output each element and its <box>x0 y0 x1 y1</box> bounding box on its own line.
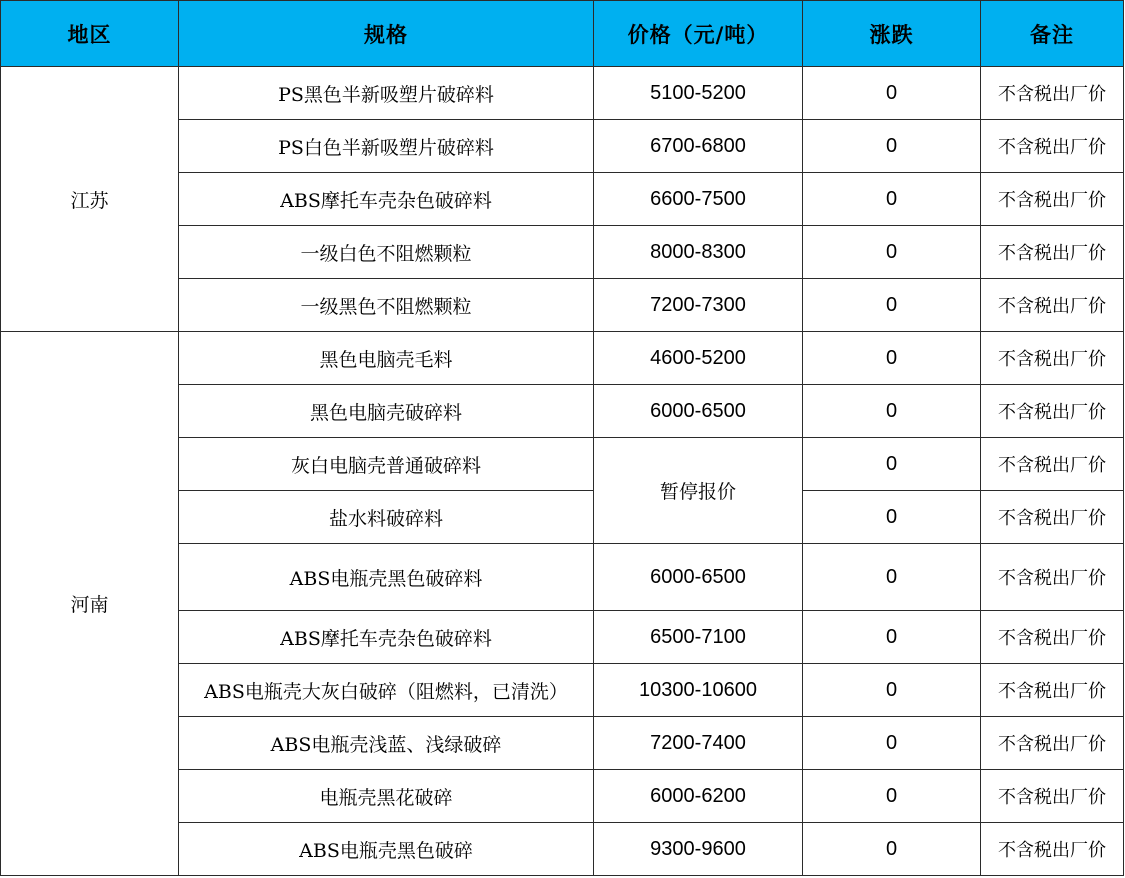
note-cell: 不含税出厂价 <box>981 385 1124 438</box>
price-cell: 10300-10600 <box>594 664 803 717</box>
spec-cell: 黑色电脑壳毛料 <box>179 332 594 385</box>
header-change: 涨跌 <box>803 1 981 67</box>
spec-cell: ABS电瓶壳黑色破碎 <box>179 823 594 876</box>
note-cell: 不含税出厂价 <box>981 544 1124 611</box>
spec-cell: 黑色电脑壳破碎料 <box>179 385 594 438</box>
note-cell: 不含税出厂价 <box>981 332 1124 385</box>
price-cell: 6000-6500 <box>594 544 803 611</box>
spec-cell: ABS摩托车壳杂色破碎料 <box>179 173 594 226</box>
spec-cell: 电瓶壳黑花破碎 <box>179 770 594 823</box>
note-cell: 不含税出厂价 <box>981 770 1124 823</box>
note-cell: 不含税出厂价 <box>981 664 1124 717</box>
change-cell: 0 <box>803 226 981 279</box>
spec-cell: 盐水料破碎料 <box>179 491 594 544</box>
change-cell: 0 <box>803 385 981 438</box>
price-cell: 6500-7100 <box>594 611 803 664</box>
note-cell: 不含税出厂价 <box>981 67 1124 120</box>
price-cell: 9300-9600 <box>594 823 803 876</box>
note-cell: 不含税出厂价 <box>981 491 1124 544</box>
note-cell: 不含税出厂价 <box>981 438 1124 491</box>
region-cell-jiangsu: 江苏 <box>1 67 179 332</box>
spec-cell: ABS电瓶壳浅蓝、浅绿破碎 <box>179 717 594 770</box>
price-cell: 5100-5200 <box>594 67 803 120</box>
price-cell: 4600-5200 <box>594 332 803 385</box>
header-note: 备注 <box>981 1 1124 67</box>
change-cell: 0 <box>803 770 981 823</box>
change-cell: 0 <box>803 544 981 611</box>
change-cell: 0 <box>803 332 981 385</box>
change-cell: 0 <box>803 279 981 332</box>
price-cell: 6700-6800 <box>594 120 803 173</box>
spec-cell: PS白色半新吸塑片破碎料 <box>179 120 594 173</box>
price-cell: 6600-7500 <box>594 173 803 226</box>
table-row <box>1 67 1124 120</box>
spec-cell: 一级黑色不阻燃颗粒 <box>179 279 594 332</box>
change-cell: 0 <box>803 664 981 717</box>
change-cell: 0 <box>803 491 981 544</box>
spec-cell: 一级白色不阻燃颗粒 <box>179 226 594 279</box>
price-cell: 6000-6200 <box>594 770 803 823</box>
spec-cell: ABS电瓶壳黑色破碎料 <box>179 544 594 611</box>
header-row <box>1 1 1124 67</box>
spec-cell: PS黑色半新吸塑片破碎料 <box>179 67 594 120</box>
price-cell: 7200-7400 <box>594 717 803 770</box>
region-cell-henan: 河南 <box>1 332 179 876</box>
note-cell: 不含税出厂价 <box>981 823 1124 876</box>
change-cell: 0 <box>803 611 981 664</box>
note-cell: 不含税出厂价 <box>981 279 1124 332</box>
change-cell: 0 <box>803 120 981 173</box>
price-cell-suspended: 暂停报价 <box>594 438 803 544</box>
spec-cell: ABS电瓶壳大灰白破碎（阻燃料，已清洗） <box>179 664 594 717</box>
note-cell: 不含税出厂价 <box>981 226 1124 279</box>
header-spec: 规格 <box>179 1 594 67</box>
change-cell: 0 <box>803 823 981 876</box>
price-cell: 8000-8300 <box>594 226 803 279</box>
change-cell: 0 <box>803 438 981 491</box>
change-cell: 0 <box>803 173 981 226</box>
note-cell: 不含税出厂价 <box>981 717 1124 770</box>
change-cell: 0 <box>803 67 981 120</box>
note-cell: 不含税出厂价 <box>981 611 1124 664</box>
spec-cell: 灰白电脑壳普通破碎料 <box>179 438 594 491</box>
header-region: 地区 <box>1 1 179 67</box>
table-row <box>1 332 1124 385</box>
note-cell: 不含税出厂价 <box>981 120 1124 173</box>
header-price: 价格（元/吨） <box>594 1 803 67</box>
price-cell: 6000-6500 <box>594 385 803 438</box>
spec-cell: ABS摩托车壳杂色破碎料 <box>179 611 594 664</box>
price-cell: 7200-7300 <box>594 279 803 332</box>
change-cell: 0 <box>803 717 981 770</box>
note-cell: 不含税出厂价 <box>981 173 1124 226</box>
